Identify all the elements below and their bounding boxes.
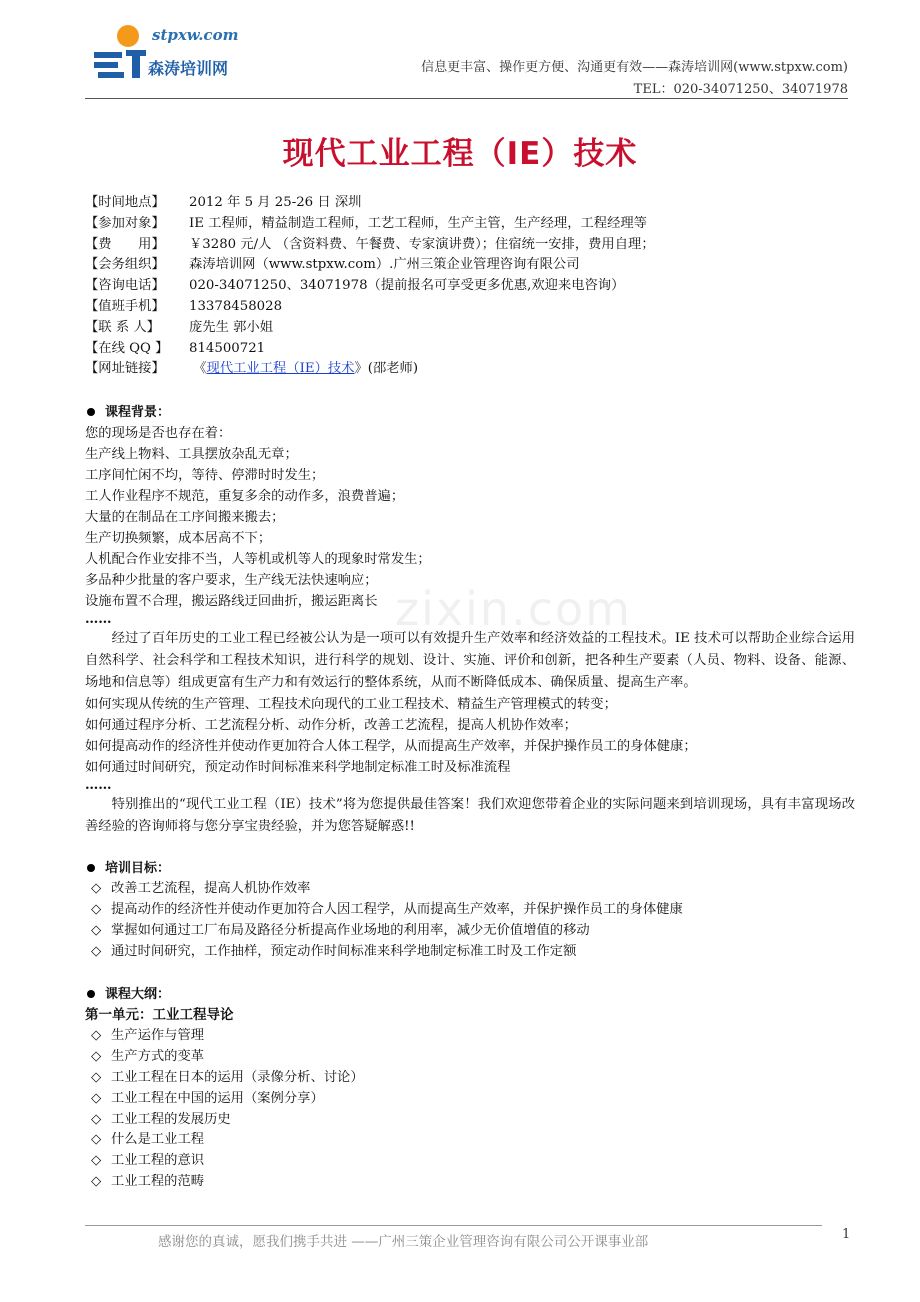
- header-slogan: 信息更丰富、操作更方便、沟通更有效——森涛培训网(www.stpxw.com): [421, 60, 848, 75]
- list-item-text: 什么是工业工程: [111, 1132, 205, 1148]
- diamond-bullet-icon: ◇: [91, 1090, 102, 1106]
- list-item: 工人作业程序不规范，重复多余的动作多，浪费普遍；: [85, 489, 405, 505]
- diamond-bullet-icon: ◇: [91, 943, 102, 959]
- list-item: 如何实现从传统的生产管理、工程技术向现代的工业工程技术、精益生产管理模式的转变；: [85, 697, 617, 713]
- list-item-text: 工业工程在日本的运用（录像分析、讨论）: [111, 1069, 364, 1085]
- watermark: zixin.com: [395, 582, 632, 636]
- info-label: 【联 系 人】: [85, 319, 160, 335]
- list-item-text: 提高动作的经济性并使动作更加符合人因工程学，从而提高生产效率，并保护操作员工的身体健康: [111, 901, 683, 917]
- list-item: 设施布置不合理，搬运路线迂回曲折，搬运距离长: [85, 594, 378, 610]
- list-item: 如何通过程序分析、工艺流程分析、动作分析，改善工艺流程，提高人机协作效率；: [85, 718, 577, 734]
- info-label: 【会务组织】: [85, 257, 165, 273]
- list-item-text: 改善工艺流程，提高人机协作效率: [111, 881, 311, 897]
- list-item: 生产切换频繁，成本居高不下；: [85, 531, 272, 547]
- list-item-text: 生产运作与管理: [111, 1028, 205, 1044]
- list-item: [85, 1172, 855, 1193]
- section-heading-outline: [85, 984, 855, 1005]
- diamond-bullet-icon: ◇: [91, 922, 102, 938]
- logo-name: 森涛培训网: [148, 59, 229, 78]
- footer-divider: [85, 1225, 822, 1226]
- page-number: 1: [842, 1227, 851, 1242]
- list-item: [85, 1089, 855, 1110]
- bullet-icon: [87, 864, 95, 872]
- list-item: 大量的在制品在工序间搬来搬去；: [85, 510, 285, 526]
- info-label: 【咨询电话】: [85, 278, 165, 294]
- course-link[interactable]: 现代工业工程（IE）技术: [206, 361, 355, 377]
- logo-st-icon: [90, 22, 150, 84]
- info-table: [85, 193, 855, 380]
- info-value: 2012 年 5 月 25-26 日 深圳: [189, 195, 362, 210]
- info-value: 庞先生 郭小姐: [189, 319, 274, 335]
- list-item-text: 工业工程的范畴: [111, 1173, 205, 1189]
- invitation-paragraph: 特别推出的“现代工业工程（IE）技术”将为您提供最佳答案！我们欢迎您带着企业的实际问题来到培训现场，具有丰富现场改善经验的咨询师将与您分享宝贵经验，并为您答疑解惑!!: [85, 797, 855, 835]
- info-label: 【参加对象】: [85, 215, 165, 231]
- diamond-bullet-icon: ◇: [91, 1049, 102, 1065]
- list-item: 人机配合作业安排不当，人等机或机等人的现象时常发生；: [85, 552, 431, 568]
- background-paragraph: 经过了百年历史的工业工程已经被公认为是一项可以有效提升生产效率和经济效益的工程技术。IE 技术可以帮助企业综合运用自然科学、社会科学和工程技术知识，进行科学的规划、设计、实施、评价和创新，把各种生产要素（人员、物料、设备、能源、场地和信息等）组成更富有生产力和有效运行的整体系统，从而不断降低成本、确保质量、提高生产率。: [85, 631, 855, 691]
- info-value: ￥3280 元/人 （含资料费、午餐费、专家演讲费）；住宿统一安排，费用自理；: [189, 236, 655, 252]
- list-item: [85, 1110, 855, 1131]
- ellipsis: ……: [85, 778, 112, 794]
- diamond-bullet-icon: ◇: [91, 1173, 102, 1189]
- spacer: [85, 380, 855, 402]
- spacer: [85, 962, 855, 984]
- list-item: [85, 1068, 855, 1089]
- info-value: 13378458028: [189, 298, 283, 314]
- info-row: [85, 318, 855, 339]
- diamond-bullet-icon: ◇: [91, 881, 102, 897]
- info-row: [85, 235, 855, 256]
- section-heading-objectives: [85, 858, 855, 879]
- info-row: [85, 214, 855, 235]
- page-title: 现代工业工程（IE）技术: [282, 136, 638, 172]
- document-body: [85, 193, 855, 1193]
- header-tel: TEL：020-34071250、34071978: [633, 82, 848, 97]
- diamond-bullet-icon: ◇: [91, 1132, 102, 1148]
- outline-list: [85, 1026, 855, 1192]
- diamond-bullet-icon: ◇: [91, 1111, 102, 1127]
- diamond-bullet-icon: ◇: [91, 1153, 102, 1169]
- info-row: [85, 276, 855, 297]
- diamond-bullet-icon: ◇: [91, 901, 102, 917]
- site-logo[interactable]: [90, 22, 260, 84]
- list-item: [85, 921, 855, 942]
- info-row: [85, 193, 855, 214]
- list-item: 如何通过时间研究，预定动作时间标准来科学地制定标准工时及标准流程: [85, 760, 511, 776]
- section-heading-text: 培训目标：: [105, 861, 171, 877]
- background-list: [85, 423, 855, 612]
- list-item: 您的现场是否也存在着：: [85, 426, 232, 442]
- list-item: [85, 1047, 855, 1068]
- list-item-text: 生产方式的变革: [111, 1049, 205, 1065]
- info-row: [85, 255, 855, 276]
- info-label: 【时间地点】: [85, 195, 165, 210]
- page-header: [0, 0, 920, 105]
- list-item: [85, 1151, 855, 1172]
- list-item: [85, 942, 855, 963]
- list-item: [85, 1026, 855, 1047]
- list-item-text: 工业工程的意识: [111, 1153, 205, 1169]
- footer-text: 感谢您的真诚，愿我们携手共进 ——广州三策企业管理咨询有限公司公开课事业部: [158, 1234, 649, 1250]
- objectives-list: [85, 879, 855, 962]
- info-value: IE 工程师，精益制造工程师，工艺工程师，生产主管，生产经理，工程经理等: [189, 215, 647, 231]
- list-item-text: 通过时间研究，工作抽样，预定动作时间标准来科学地制定标准工时及工作定额: [111, 943, 577, 959]
- info-label: 【在线 QQ 】: [85, 340, 169, 356]
- unit-title: 第一单元：工业工程导论: [85, 1007, 234, 1024]
- info-row: [85, 339, 855, 360]
- list-item: 工序间忙闲不均，等待、停滞时时发生；: [85, 468, 325, 484]
- spacer: [85, 838, 855, 858]
- list-item: [85, 900, 855, 921]
- info-row-link: [85, 359, 855, 380]
- list-item: 如何提高动作的经济性并使动作更加符合人体工程学，从而提高生产效率，并保护操作员工的身体健康；: [85, 739, 697, 755]
- bullet-icon: [87, 408, 95, 416]
- link-close: 》(邵老师): [354, 361, 419, 377]
- diamond-bullet-icon: ◇: [91, 1069, 102, 1085]
- bullet-icon: [87, 990, 95, 998]
- section-heading-text: 课程背景：: [105, 405, 171, 421]
- info-value: 森涛培训网（www.stpxw.com）.广州三策企业管理咨询有限公司: [189, 257, 580, 273]
- list-item: [85, 879, 855, 900]
- ellipsis: ……: [85, 612, 112, 628]
- link-open: 《: [189, 361, 207, 377]
- info-row: [85, 297, 855, 318]
- list-item: 多品种少批量的客户要求，生产线无法快速响应；: [85, 573, 378, 589]
- section-heading-text: 课程大纲：: [105, 987, 171, 1003]
- info-label: 【费 用】: [85, 236, 165, 252]
- info-value: 020-34071250、34071978（提前报名可享受更多优惠,欢迎来电咨询）: [189, 278, 625, 294]
- logo-url: stpxw.com: [152, 26, 239, 44]
- list-item-text: 工业工程的发展历史: [111, 1111, 231, 1127]
- list-item-text: 掌握如何通过工厂布局及路径分析提高作业场地的利用率，减少无价值增值的移动: [111, 922, 590, 938]
- list-item: 生产线上物料、工具摆放杂乱无章；: [85, 447, 298, 463]
- info-value: 814500721: [189, 340, 266, 356]
- header-divider: [85, 98, 848, 99]
- diamond-bullet-icon: ◇: [91, 1028, 102, 1044]
- info-label: 【网址链接】: [85, 361, 165, 377]
- list-item: [85, 1130, 855, 1151]
- list-item-text: 工业工程在中国的运用（案例分享）: [111, 1090, 324, 1106]
- info-label: 【值班手机】: [85, 298, 165, 314]
- section-heading-background: [85, 402, 855, 423]
- question-list: [85, 694, 855, 778]
